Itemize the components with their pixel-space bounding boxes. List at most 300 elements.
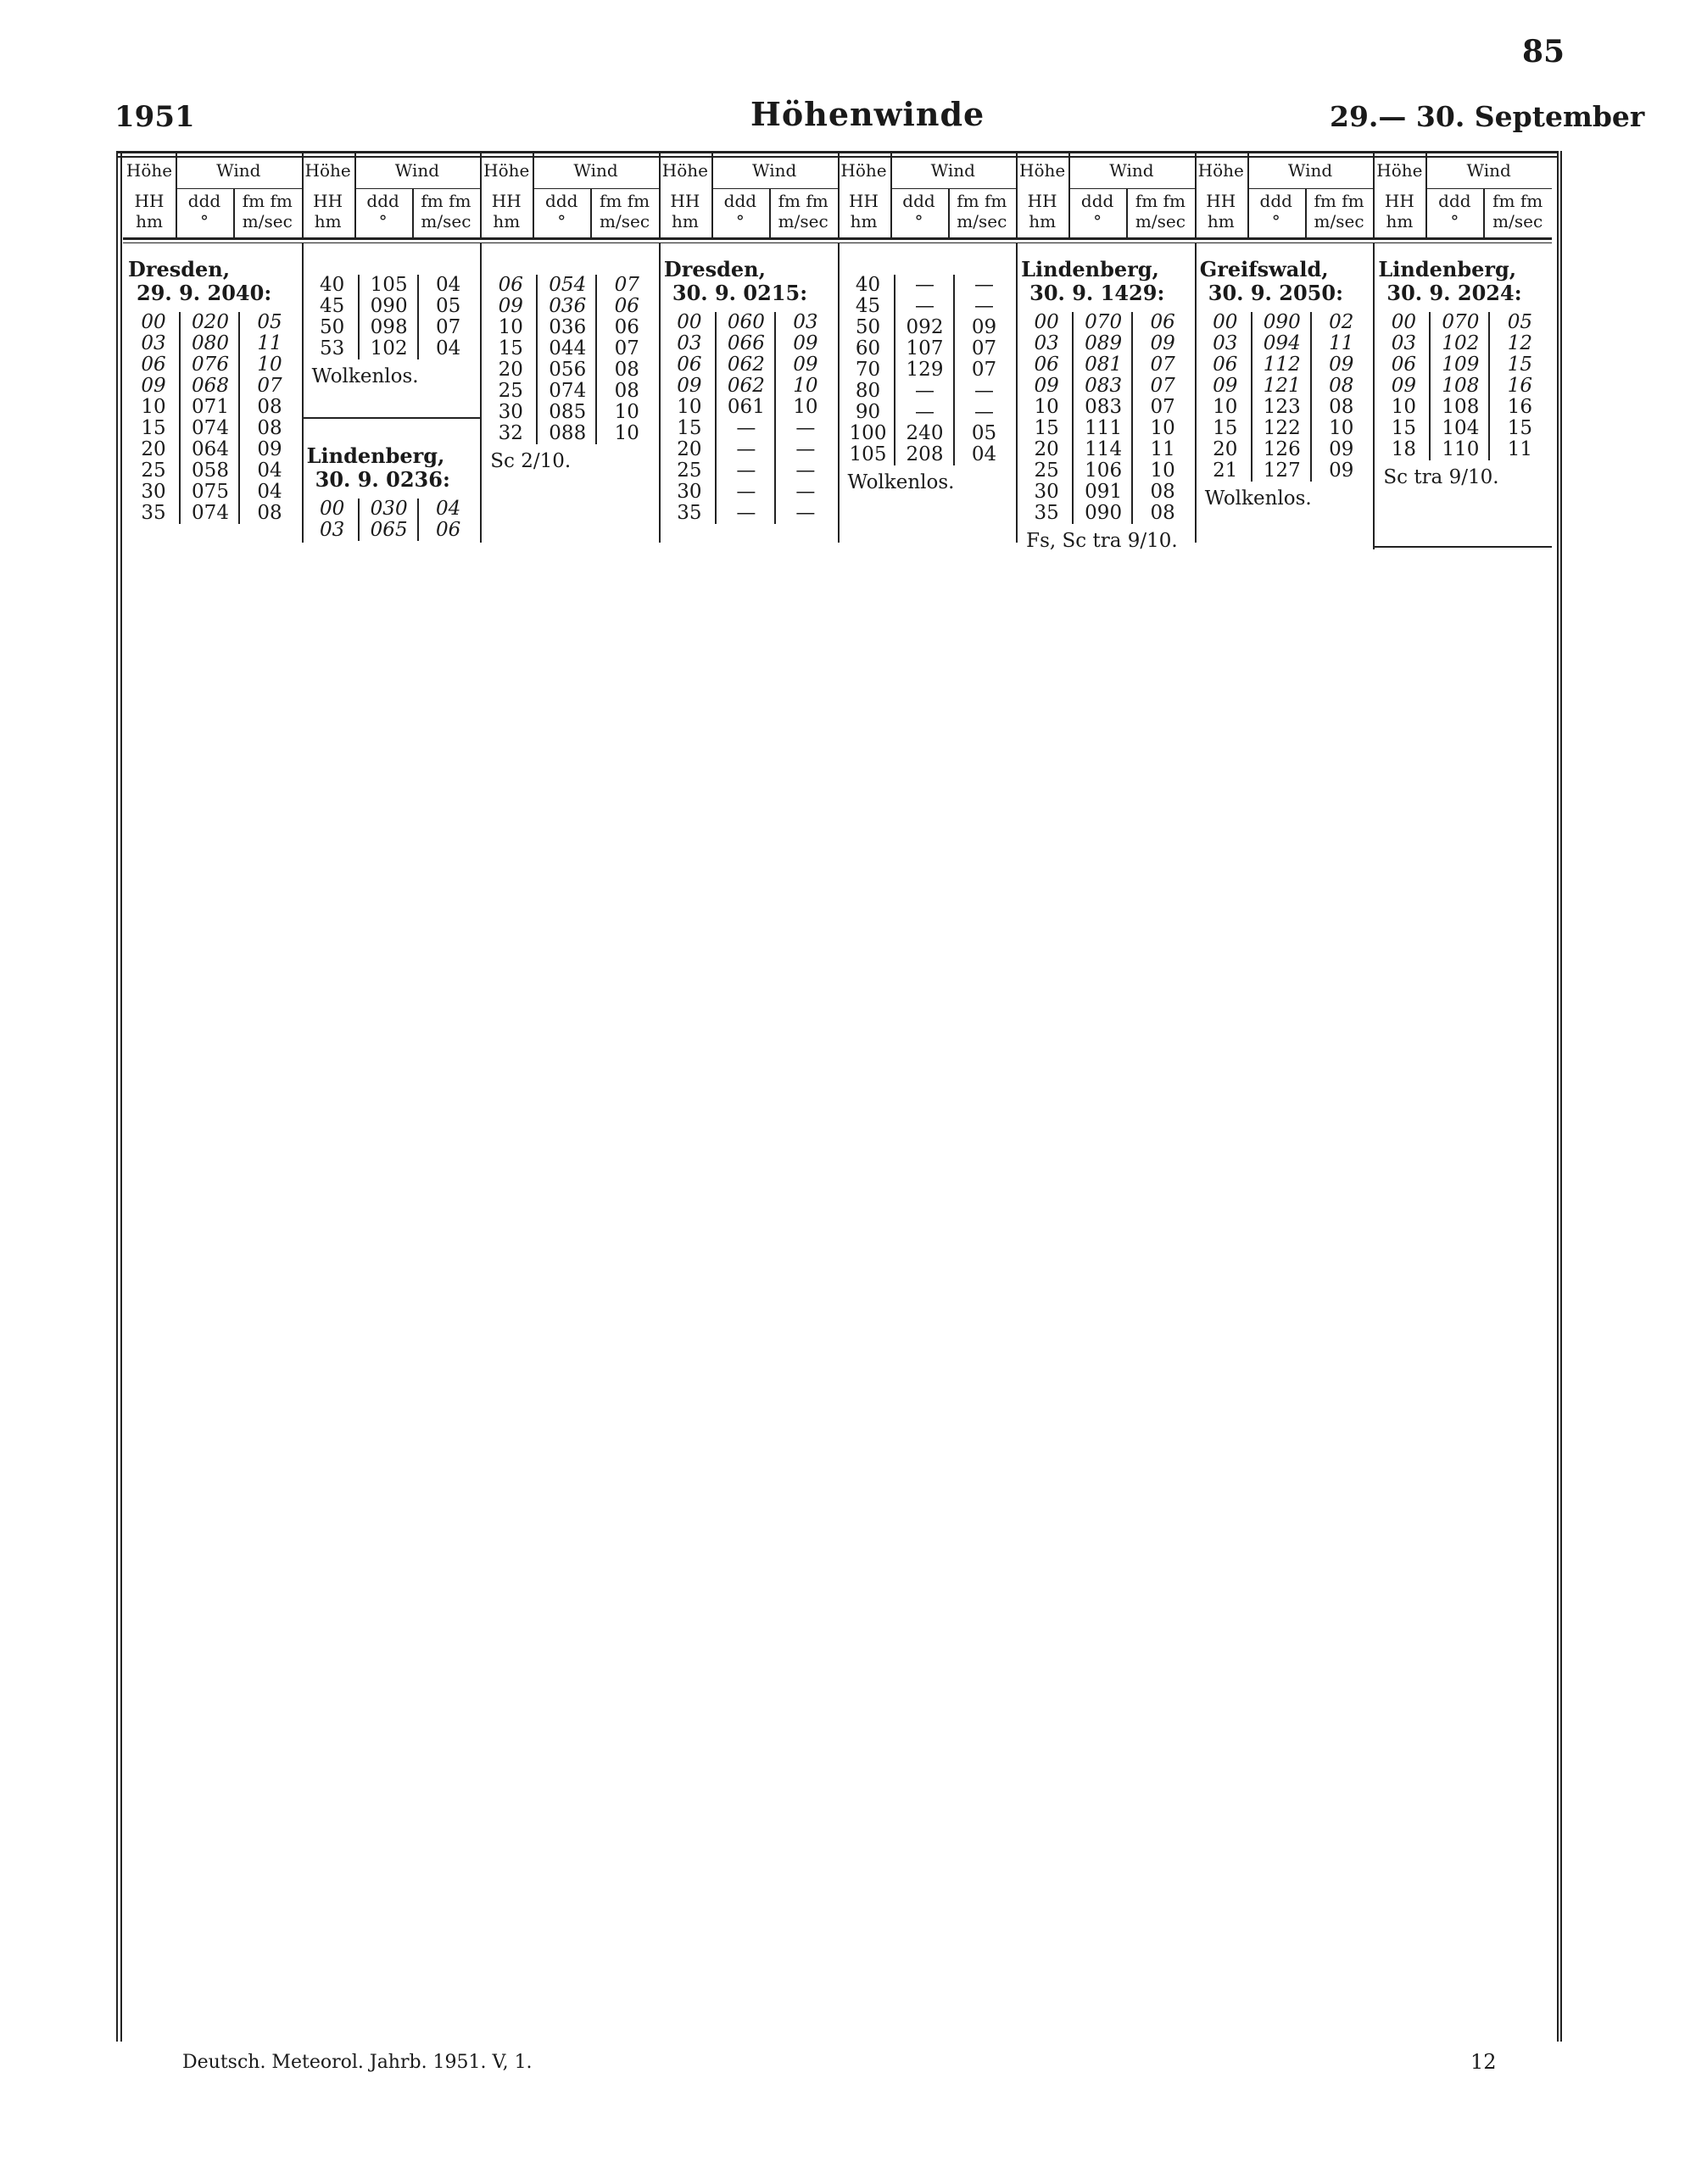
- speed-value: 09: [774, 333, 835, 354]
- table-row: [664, 354, 834, 376]
- direction-value: 106: [1072, 460, 1133, 482]
- table-row: [664, 397, 834, 418]
- table-row: [843, 275, 1013, 296]
- height-value: 00: [319, 498, 345, 520]
- station-note: Fs, Sc tra 9/10.: [1026, 530, 1178, 552]
- speed-value: 12: [1488, 333, 1549, 354]
- table-row: [128, 418, 298, 439]
- table-row: [128, 503, 298, 524]
- wind-underline: [533, 188, 659, 189]
- wind-rows: [843, 275, 1013, 465]
- direction-value: 123: [1251, 397, 1312, 418]
- degree-header: °: [1093, 211, 1102, 231]
- table-row: [1021, 460, 1191, 482]
- direction-value: 060: [715, 312, 776, 333]
- table-row: [664, 503, 834, 524]
- hh-header: HH: [670, 191, 700, 211]
- table-row: [664, 482, 834, 503]
- table-row: [1378, 354, 1548, 376]
- height-value: 20: [498, 359, 523, 381]
- speed-value: 08: [595, 381, 656, 402]
- speed-value: 09: [1310, 439, 1371, 460]
- hm-header: hm: [314, 211, 342, 231]
- speed-value: 04: [238, 460, 299, 482]
- table-row: [485, 317, 655, 338]
- table-row: [1021, 312, 1191, 333]
- height-value: 03: [141, 332, 166, 354]
- direction-value: 061: [715, 397, 776, 418]
- speed-value: 04: [417, 338, 478, 359]
- height-value: 50: [855, 316, 881, 338]
- wind-header: Wind: [573, 160, 618, 181]
- column-divider-body: [480, 242, 482, 543]
- height-value: 09: [141, 375, 166, 397]
- table-row: [128, 354, 298, 376]
- hh-header: HH: [1206, 191, 1236, 211]
- table-row: [843, 296, 1013, 317]
- fm-header: fm fm: [1314, 191, 1364, 211]
- wind-rows: [1021, 312, 1191, 524]
- table-row: [664, 376, 834, 397]
- table-row: [128, 397, 298, 418]
- station-entry: [664, 258, 834, 524]
- speed-value: 07: [953, 338, 1014, 359]
- speed-value: 08: [1131, 482, 1192, 503]
- speed-value: 03: [774, 312, 835, 333]
- speed-value: 05: [1488, 312, 1549, 333]
- table-row: [1021, 354, 1191, 376]
- wind-underline: [1425, 188, 1552, 189]
- speed-value: 16: [1488, 376, 1549, 397]
- msec-header: m/sec: [1314, 211, 1364, 231]
- height-value: 06: [498, 274, 523, 296]
- station-name: Lindenberg,: [306, 443, 445, 468]
- height-value: 53: [319, 337, 345, 359]
- wind-rows: [1200, 312, 1370, 482]
- height-value: 06: [1213, 354, 1238, 376]
- speed-value: 07: [417, 317, 478, 338]
- speed-value: 04: [953, 444, 1014, 465]
- height-value: 03: [319, 519, 345, 541]
- table-row: [307, 296, 477, 317]
- hoehe-header: Höhe: [304, 160, 351, 181]
- direction-value: 062: [715, 376, 776, 397]
- direction-value: 104: [1429, 418, 1490, 439]
- height-value: 00: [677, 311, 702, 333]
- table-row: [307, 520, 477, 541]
- hm-header: hm: [1029, 211, 1057, 231]
- table-row: [1021, 482, 1191, 503]
- degree-header: °: [378, 211, 388, 231]
- station-note: Sc 2/10.: [490, 450, 572, 472]
- table-row: [1200, 312, 1370, 333]
- direction-value: 071: [179, 397, 240, 418]
- height-value: 03: [1213, 332, 1238, 354]
- footer-sheet-number: 12: [1470, 2050, 1497, 2074]
- fm-header: fm fm: [242, 191, 293, 211]
- station-entry: [1378, 258, 1548, 489]
- speed-value: 08: [238, 503, 299, 524]
- wind-underline: [354, 188, 481, 189]
- hoehe-header: Höhe: [840, 160, 887, 181]
- direction-value: 058: [179, 460, 240, 482]
- table-row: [664, 418, 834, 439]
- direction-value: 102: [358, 338, 419, 359]
- msec-header: m/sec: [957, 211, 1007, 231]
- wind-rows: [1378, 312, 1548, 460]
- table-row: [128, 482, 298, 503]
- ddd-header: ddd: [723, 191, 757, 211]
- table-row: [843, 338, 1013, 359]
- msec-header: m/sec: [778, 211, 828, 231]
- hoehe-header: Höhe: [483, 160, 530, 181]
- station-entry: [1200, 258, 1370, 510]
- height-value: 18: [1391, 438, 1417, 460]
- wind-header: Wind: [394, 160, 440, 181]
- station-entry: [1021, 258, 1191, 553]
- direction-value: 102: [1429, 333, 1490, 354]
- speed-value: 08: [1310, 376, 1371, 397]
- height-value: 20: [677, 438, 702, 460]
- page-number: 85: [1522, 34, 1565, 70]
- ddd-header: ddd: [1080, 191, 1114, 211]
- direction-value: 090: [358, 296, 419, 317]
- height-value: 35: [141, 502, 166, 524]
- table-row: [485, 359, 655, 381]
- table-row: [485, 381, 655, 402]
- column-divider-body: [1195, 242, 1197, 543]
- msec-header: m/sec: [421, 211, 471, 231]
- height-value: 40: [319, 274, 345, 296]
- height-value: 03: [677, 332, 702, 354]
- direction-value: —: [894, 296, 955, 317]
- height-value: 10: [1391, 396, 1417, 418]
- wind-rows: [485, 275, 655, 444]
- direction-value: —: [715, 482, 776, 503]
- speed-value: 10: [238, 354, 299, 376]
- table-row: [1378, 312, 1548, 333]
- date-range: 29.— 30. September: [1330, 100, 1645, 133]
- degree-header: °: [1271, 211, 1280, 231]
- speed-value: 04: [417, 499, 478, 520]
- speed-value: 16: [1488, 397, 1549, 418]
- table-row: [843, 317, 1013, 338]
- speed-value: 07: [1131, 376, 1192, 397]
- speed-value: 07: [595, 275, 656, 296]
- table-row: [1021, 333, 1191, 354]
- hm-header: hm: [1386, 211, 1414, 231]
- direction-value: 074: [179, 503, 240, 524]
- ddd-header: ddd: [1259, 191, 1292, 211]
- direction-value: 074: [536, 381, 597, 402]
- table-row: [128, 312, 298, 333]
- degree-header: °: [735, 211, 745, 231]
- table-row: [843, 381, 1013, 402]
- wind-underline: [1247, 188, 1374, 189]
- direction-value: 110: [1429, 439, 1490, 460]
- degree-header: °: [557, 211, 566, 231]
- speed-value: —: [774, 418, 835, 439]
- year-label: 1951: [114, 100, 195, 134]
- wind-header: Wind: [930, 160, 975, 181]
- hoehe-header: Höhe: [1019, 160, 1066, 181]
- direction-value: 091: [1072, 482, 1133, 503]
- hm-header: hm: [493, 211, 521, 231]
- direction-value: 081: [1072, 354, 1133, 376]
- direction-value: 074: [179, 418, 240, 439]
- height-value: 25: [498, 380, 523, 402]
- msec-header: m/sec: [1135, 211, 1186, 231]
- height-value: 30: [498, 401, 523, 423]
- speed-value: 09: [953, 317, 1014, 338]
- height-value: 15: [141, 417, 166, 439]
- speed-value: —: [953, 381, 1014, 402]
- hm-header: hm: [850, 211, 878, 231]
- table-row: [1378, 397, 1548, 418]
- height-value: 15: [1213, 417, 1238, 439]
- wind-underline: [1068, 188, 1195, 189]
- station-entry: [128, 258, 298, 524]
- degree-header: °: [1450, 211, 1459, 231]
- table-row: [307, 499, 477, 520]
- speed-value: —: [953, 402, 1014, 423]
- height-value: 03: [1034, 332, 1059, 354]
- direction-value: 111: [1072, 418, 1133, 439]
- speed-value: 05: [953, 423, 1014, 444]
- speed-value: 09: [1310, 460, 1371, 482]
- speed-value: 11: [238, 333, 299, 354]
- speed-value: 08: [238, 418, 299, 439]
- direction-value: 030: [358, 499, 419, 520]
- direction-value: 088: [536, 423, 597, 444]
- table-row: [485, 338, 655, 359]
- wind-header: Wind: [1109, 160, 1154, 181]
- table-row: [843, 423, 1013, 444]
- table-row: [1378, 333, 1548, 354]
- direction-value: 090: [1251, 312, 1312, 333]
- table-row: [1021, 439, 1191, 460]
- column-divider-body: [1016, 242, 1018, 543]
- height-value: 25: [1034, 460, 1059, 482]
- height-value: 105: [849, 443, 887, 465]
- table-row: [307, 338, 477, 359]
- height-value: 50: [319, 316, 345, 338]
- table-row: [843, 402, 1013, 423]
- left-border-outer: [116, 151, 118, 2042]
- right-border-outer: [1557, 151, 1559, 2042]
- wind-rows: [664, 312, 834, 524]
- height-value: 40: [855, 274, 881, 296]
- wind-header: Wind: [752, 160, 797, 181]
- height-value: 10: [1213, 396, 1238, 418]
- direction-value: 094: [1251, 333, 1312, 354]
- speed-value: 07: [1131, 354, 1192, 376]
- table-row: [1378, 376, 1548, 397]
- direction-value: 108: [1429, 397, 1490, 418]
- direction-value: 054: [536, 275, 597, 296]
- hh-header: HH: [1027, 191, 1057, 211]
- ddd-header: ddd: [545, 191, 578, 211]
- hoehe-header: Höhe: [661, 160, 708, 181]
- wind-underline: [890, 188, 1017, 189]
- direction-value: 068: [179, 376, 240, 397]
- direction-value: 070: [1429, 312, 1490, 333]
- table-row: [128, 376, 298, 397]
- right-border-inner: [1560, 151, 1562, 2042]
- degree-header: °: [914, 211, 923, 231]
- table-row: [1200, 333, 1370, 354]
- hh-header: HH: [1384, 191, 1414, 211]
- height-value: 25: [677, 460, 702, 482]
- direction-value: 112: [1251, 354, 1312, 376]
- height-value: 15: [677, 417, 702, 439]
- speed-value: 02: [1310, 312, 1371, 333]
- hh-header: HH: [849, 191, 879, 211]
- height-value: 09: [1391, 375, 1417, 397]
- speed-value: 07: [1131, 397, 1192, 418]
- wind-underline: [176, 188, 302, 189]
- speed-value: 09: [1310, 354, 1371, 376]
- speed-value: 06: [1131, 312, 1192, 333]
- height-value: 35: [677, 502, 702, 524]
- entry-end-rule: [1373, 546, 1552, 548]
- fm-header: fm fm: [1492, 191, 1543, 211]
- direction-value: 129: [894, 359, 955, 381]
- hh-header: HH: [491, 191, 522, 211]
- table-row: [1021, 418, 1191, 439]
- direction-value: 036: [536, 317, 597, 338]
- speed-value: 09: [1131, 333, 1192, 354]
- speed-value: 11: [1310, 333, 1371, 354]
- direction-value: 122: [1251, 418, 1312, 439]
- height-value: 00: [141, 311, 166, 333]
- table-row: [1200, 354, 1370, 376]
- height-value: 09: [677, 375, 702, 397]
- height-value: 20: [1034, 438, 1059, 460]
- station-datetime: 30. 9. 2024:: [1386, 281, 1522, 305]
- column-divider-body: [838, 242, 840, 543]
- wind-header: Wind: [216, 160, 261, 181]
- footer-reference: Deutsch. Meteorol. Jahrb. 1951. V, 1.: [182, 2052, 533, 2073]
- fm-header: fm fm: [957, 191, 1007, 211]
- speed-value: 08: [1131, 503, 1192, 524]
- speed-value: 10: [595, 402, 656, 423]
- ddd-header: ddd: [366, 191, 399, 211]
- direction-value: —: [894, 402, 955, 423]
- speed-value: 15: [1488, 354, 1549, 376]
- station-name: Dresden,: [663, 257, 766, 281]
- table-row: [485, 296, 655, 317]
- hm-header: hm: [1207, 211, 1235, 231]
- speed-value: 04: [238, 482, 299, 503]
- speed-value: 06: [595, 317, 656, 338]
- left-border-inner: [120, 151, 122, 2042]
- direction-value: —: [715, 439, 776, 460]
- speed-value: 05: [417, 296, 478, 317]
- station-datetime: 29. 9. 2040:: [137, 281, 272, 305]
- table-row: [843, 359, 1013, 381]
- speed-value: 08: [238, 397, 299, 418]
- station-datetime: 30. 9. 1429:: [1029, 281, 1165, 305]
- wind-rows: [307, 499, 477, 541]
- direction-value: 036: [536, 296, 597, 317]
- table-row: [664, 312, 834, 333]
- table-row: [1200, 397, 1370, 418]
- speed-value: 07: [238, 376, 299, 397]
- height-value: 45: [319, 295, 345, 317]
- table-row: [1200, 460, 1370, 482]
- speed-value: 07: [595, 338, 656, 359]
- speed-value: 11: [1488, 439, 1549, 460]
- page-title: Höhenwinde: [750, 95, 985, 133]
- height-value: 21: [1213, 460, 1238, 482]
- direction-value: 208: [894, 444, 955, 465]
- height-value: 30: [141, 481, 166, 503]
- wind-header: Wind: [1287, 160, 1333, 181]
- speed-value: 07: [953, 359, 1014, 381]
- msec-header: m/sec: [242, 211, 293, 231]
- speed-value: —: [953, 296, 1014, 317]
- wind-header: Wind: [1466, 160, 1511, 181]
- height-value: 10: [1034, 396, 1059, 418]
- fm-header: fm fm: [778, 191, 828, 211]
- direction-value: 062: [715, 354, 776, 376]
- table-row: [1021, 376, 1191, 397]
- direction-value: 083: [1072, 397, 1133, 418]
- height-value: 25: [141, 460, 166, 482]
- speed-value: 09: [774, 354, 835, 376]
- direction-value: 080: [179, 333, 240, 354]
- station-datetime: 30. 9. 0215:: [672, 281, 808, 305]
- direction-value: —: [715, 460, 776, 482]
- speed-value: 08: [595, 359, 656, 381]
- fm-header: fm fm: [421, 191, 471, 211]
- height-value: 10: [677, 396, 702, 418]
- direction-value: 075: [179, 482, 240, 503]
- height-value: 30: [1034, 481, 1059, 503]
- speed-value: 10: [1131, 418, 1192, 439]
- direction-value: —: [894, 275, 955, 296]
- direction-value: —: [894, 381, 955, 402]
- speed-value: —: [774, 460, 835, 482]
- height-value: 00: [1391, 311, 1417, 333]
- height-value: 35: [1034, 502, 1059, 524]
- height-value: 09: [1034, 375, 1059, 397]
- ddd-header: ddd: [1438, 191, 1471, 211]
- height-value: 00: [1034, 311, 1059, 333]
- table-row: [1021, 503, 1191, 524]
- height-value: 10: [141, 396, 166, 418]
- height-value: 60: [855, 337, 881, 359]
- station-name: Dresden,: [128, 257, 231, 281]
- hm-header: hm: [671, 211, 699, 231]
- entry-separator: [304, 417, 481, 419]
- hm-header: hm: [136, 211, 163, 231]
- height-value: 10: [498, 316, 523, 338]
- ddd-header: ddd: [902, 191, 935, 211]
- direction-value: 083: [1072, 376, 1133, 397]
- height-value: 06: [677, 354, 702, 376]
- direction-value: —: [715, 503, 776, 524]
- height-value: 32: [498, 422, 523, 444]
- station-name: Greifswald,: [1199, 257, 1329, 281]
- table-row: [1378, 418, 1548, 439]
- table-row: [128, 439, 298, 460]
- height-value: 30: [677, 481, 702, 503]
- height-value: 06: [1034, 354, 1059, 376]
- table-row: [1200, 418, 1370, 439]
- direction-value: 089: [1072, 333, 1133, 354]
